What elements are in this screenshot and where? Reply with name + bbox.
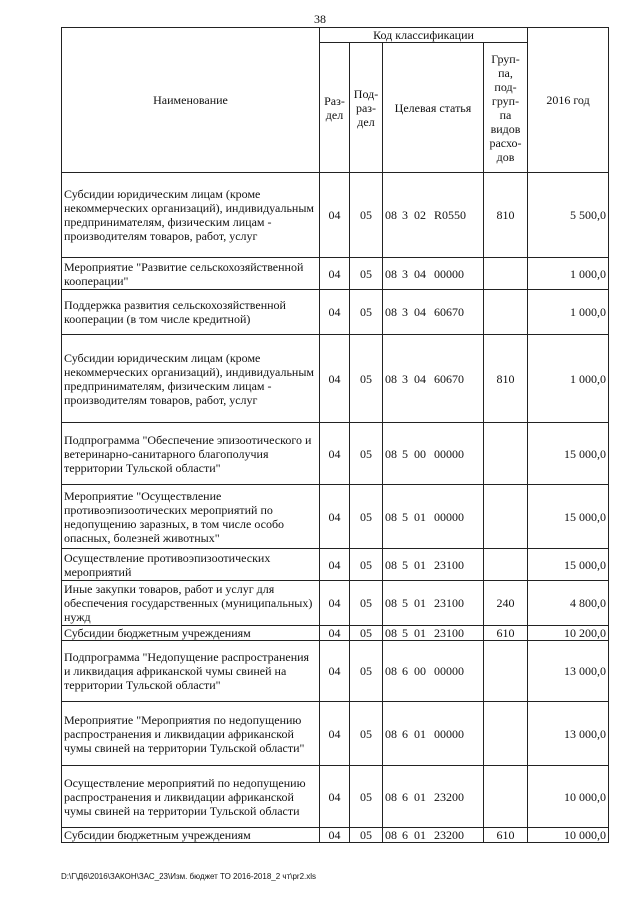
row-subsection: 05 <box>350 766 383 828</box>
target-part: 23100 <box>434 596 464 610</box>
target-part: 00 <box>414 446 426 461</box>
row-subsection: 05 <box>350 290 383 335</box>
row-expense-group: 610 <box>484 828 528 843</box>
target-part: 08 <box>385 446 397 461</box>
target-part: 5 <box>402 509 408 524</box>
row-target-article <box>383 641 484 702</box>
target-part: 3 <box>402 305 408 319</box>
target-part: 23200 <box>434 828 464 842</box>
row-section: 04 <box>320 258 350 290</box>
target-part: 08 <box>385 726 397 741</box>
target-part: 23100 <box>434 626 464 640</box>
table-row <box>62 258 609 290</box>
row-subsection: 05 <box>350 173 383 258</box>
target-part: 00000 <box>434 266 464 281</box>
row-name: Подпрограмма "Обеспечение эпизоотического и ветеринарно-санитарного благополучия территории Тульской области" <box>62 423 320 485</box>
row-target-article <box>383 549 484 581</box>
row-name: Субсидии бюджетным учреждениям <box>62 626 320 641</box>
row-amount: 1 000,0 <box>528 335 609 423</box>
target-part: 23100 <box>434 557 464 572</box>
table-row <box>62 335 609 423</box>
row-name: Мероприятие "Осуществление противоэпизоотических мероприятий по недопущению заразных, в том числе особо опасных, болезней животных" <box>62 485 320 549</box>
row-section: 04 <box>320 290 350 335</box>
table-row <box>62 581 609 626</box>
row-subsection: 05 <box>350 581 383 626</box>
row-target-article <box>383 702 484 766</box>
row-section: 04 <box>320 766 350 828</box>
header-expense-group: Груп- па, под- груп- па видов расхо- дов <box>484 43 528 173</box>
table-row <box>62 549 609 581</box>
row-section: 04 <box>320 335 350 423</box>
row-amount: 10 000,0 <box>528 766 609 828</box>
table-row <box>62 423 609 485</box>
row-amount: 4 800,0 <box>528 581 609 626</box>
target-part: 01 <box>414 509 426 524</box>
budget-table <box>61 27 609 843</box>
target-part: 08 <box>385 626 397 640</box>
row-expense-group <box>484 702 528 766</box>
target-part: 00 <box>414 664 426 678</box>
row-target-article <box>383 423 484 485</box>
header-code-classification: Код классификации <box>320 28 528 43</box>
row-name: Мероприятие "Развитие сельскохозяйственной кооперации" <box>62 258 320 290</box>
row-expense-group <box>484 423 528 485</box>
target-part: 5 <box>402 446 408 461</box>
table-row <box>62 485 609 549</box>
row-amount: 1 000,0 <box>528 290 609 335</box>
target-part: 00000 <box>434 726 464 741</box>
target-part: 08 <box>385 789 397 804</box>
row-expense-group <box>484 641 528 702</box>
target-part: 02 <box>414 208 426 222</box>
target-part: 08 <box>385 664 397 678</box>
row-name: Субсидии бюджетным учреждениям <box>62 828 320 843</box>
table-row <box>62 626 609 641</box>
row-expense-group: 810 <box>484 335 528 423</box>
row-expense-group <box>484 766 528 828</box>
row-amount: 10 000,0 <box>528 828 609 843</box>
row-section: 04 <box>320 423 350 485</box>
row-amount: 15 000,0 <box>528 423 609 485</box>
header-section: Раз- дел <box>320 43 350 173</box>
row-subsection: 05 <box>350 423 383 485</box>
row-expense-group <box>484 290 528 335</box>
row-expense-group <box>484 485 528 549</box>
row-subsection: 05 <box>350 335 383 423</box>
row-name: Поддержка развития сельскохозяйственной кооперации (в том числе кредитной) <box>62 290 320 335</box>
table-row <box>62 828 609 843</box>
row-subsection: 05 <box>350 258 383 290</box>
target-part: 01 <box>414 557 426 572</box>
row-name: Осуществление мероприятий по недопущению распространения и ликвидации африканской чумы свиней на территории Тульской области <box>62 766 320 828</box>
target-part: 08 <box>385 266 397 281</box>
header-year: 2016 год <box>528 28 609 173</box>
table-row <box>62 290 609 335</box>
target-part: 23200 <box>434 789 464 804</box>
row-amount: 13 000,0 <box>528 641 609 702</box>
file-path-footer: D:\Г\Д6\2016\ЗАКОН\ЗАС_23\Изм. бюджет ТО 2016-2018_2 чт\pr2.xls <box>61 872 317 881</box>
page-number: 38 <box>314 12 326 26</box>
row-section: 04 <box>320 702 350 766</box>
row-section: 04 <box>320 581 350 626</box>
target-part: 08 <box>385 596 397 610</box>
row-name: Иные закупки товаров, работ и услуг для обеспечения государственных (муниципальных) нужд <box>62 581 320 626</box>
row-target-article <box>383 173 484 258</box>
row-amount: 13 000,0 <box>528 702 609 766</box>
target-part: 00000 <box>434 446 464 461</box>
table-row <box>62 641 609 702</box>
target-part: 08 <box>385 208 397 222</box>
target-part: 04 <box>414 371 426 386</box>
row-name: Мероприятие "Мероприятия по недопущению распространения и ликвидации африканской чумы свиней на территории Тульской области" <box>62 702 320 766</box>
target-part: R0550 <box>434 208 467 222</box>
row-target-article <box>383 581 484 626</box>
target-part: 5 <box>402 626 408 640</box>
row-expense-group <box>484 549 528 581</box>
target-part: 08 <box>385 371 397 386</box>
row-target-article <box>383 258 484 290</box>
target-part: 60670 <box>434 305 464 319</box>
row-expense-group: 610 <box>484 626 528 641</box>
row-section: 04 <box>320 626 350 641</box>
row-amount: 1 000,0 <box>528 258 609 290</box>
row-subsection: 05 <box>350 641 383 702</box>
target-part: 6 <box>402 789 408 804</box>
target-part: 01 <box>414 789 426 804</box>
row-subsection: 05 <box>350 485 383 549</box>
row-name: Осуществление противоэпизоотических мероприятий <box>62 549 320 581</box>
row-section: 04 <box>320 485 350 549</box>
row-section: 04 <box>320 828 350 843</box>
target-part: 08 <box>385 509 397 524</box>
target-part: 04 <box>414 305 426 319</box>
target-part: 6 <box>402 726 408 741</box>
target-part: 3 <box>402 266 408 281</box>
row-expense-group: 240 <box>484 581 528 626</box>
target-part: 08 <box>385 828 397 842</box>
row-target-article <box>383 626 484 641</box>
row-target-article <box>383 335 484 423</box>
row-section: 04 <box>320 641 350 702</box>
row-target-article <box>383 290 484 335</box>
table-row <box>62 173 609 258</box>
target-part: 6 <box>402 828 408 842</box>
row-name: Подпрограмма "Недопущение распространения и ликвидация африканской чумы свиней на территории Тульской области" <box>62 641 320 702</box>
target-part: 01 <box>414 626 426 640</box>
row-section: 04 <box>320 549 350 581</box>
target-part: 08 <box>385 305 397 319</box>
row-amount: 10 200,0 <box>528 626 609 641</box>
row-name: Субсидии юридическим лицам (кроме некоммерческих организаций), индивидуальным предпринимателям, физическим лицам - производителям товаров, работ, услуг <box>62 335 320 423</box>
row-subsection: 05 <box>350 549 383 581</box>
row-subsection: 05 <box>350 702 383 766</box>
target-part: 01 <box>414 726 426 741</box>
target-part: 04 <box>414 266 426 281</box>
row-subsection: 05 <box>350 626 383 641</box>
target-part: 6 <box>402 664 408 678</box>
row-target-article <box>383 766 484 828</box>
target-part: 01 <box>414 828 426 842</box>
row-target-article <box>383 485 484 549</box>
header-name: Наименование <box>62 28 320 173</box>
table-row <box>62 766 609 828</box>
row-expense-group: 810 <box>484 173 528 258</box>
row-amount: 5 500,0 <box>528 173 609 258</box>
row-name: Субсидии юридическим лицам (кроме некоммерческих организаций), индивидуальным предпринимателям, физическим лицам - производителям товаров, работ, услуг <box>62 173 320 258</box>
row-amount: 15 000,0 <box>528 549 609 581</box>
target-part: 3 <box>402 371 408 386</box>
target-part: 01 <box>414 596 426 610</box>
row-target-article <box>383 828 484 843</box>
header-subsection: Под- раз- дел <box>350 43 383 173</box>
row-section: 04 <box>320 173 350 258</box>
target-part: 5 <box>402 557 408 572</box>
table-row <box>62 702 609 766</box>
target-part: 5 <box>402 596 408 610</box>
row-subsection: 05 <box>350 828 383 843</box>
target-part: 60670 <box>434 371 464 386</box>
header-target-article: Целевая статья <box>383 43 484 173</box>
target-part: 08 <box>385 557 397 572</box>
row-amount: 15 000,0 <box>528 485 609 549</box>
target-part: 3 <box>402 208 408 222</box>
target-part: 00000 <box>434 509 464 524</box>
target-part: 00000 <box>434 664 464 678</box>
row-expense-group <box>484 258 528 290</box>
